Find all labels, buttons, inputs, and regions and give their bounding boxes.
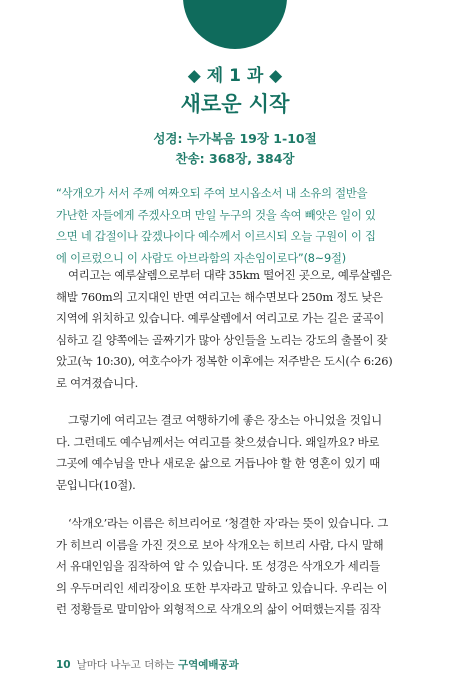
scripture-quote (56, 183, 414, 269)
page-number: 10 (56, 659, 71, 671)
paragraph-line: 지역에 위치하고 있습니다. 예루살렘에서 여리고로 가는 길은 굴곡이 (56, 311, 385, 325)
body-paragraph-3 (56, 513, 414, 621)
paragraph-line: 가 히브리 이름을 가진 것으로 보아 삭개오는 히브리 사람, 다시 말해 (56, 537, 384, 552)
paragraph-line: 그렇기에 여리고는 결코 여행하기에 좋은 장소는 아니었을 것입니 (68, 413, 382, 427)
paragraph-line: 았고(눅 10:30), 여호수아가 정복한 이후에는 저주받은 도시(수 6:26) (56, 354, 393, 368)
paragraph-line: 그곳에 예수님을 만나 새로운 삶으로 거듭나야 할 한 영혼이 있기 때 (56, 456, 381, 470)
book-prefix: 날마다 나누고 더하는 (76, 659, 175, 671)
quote-line: 가난한 자들에게 주겠사오며 만일 누구의 것을 속여 빼앗은 일이 있 (56, 208, 376, 222)
book-title: 구역예배공과 (177, 659, 239, 671)
quote-line: 에 이르렀으니 이 사람도 아브라함의 자손임이로다”(8~9절) (56, 251, 346, 265)
paragraph-line: 서 유대인임을 짐작하여 알 수 있습니다. 또 성경은 삭개오가 세리들 (56, 559, 381, 573)
paragraph-line: 문입니다(10절). (56, 477, 136, 492)
paragraph-line: 런 정황들로 말미암아 외형적으로 삭개오의 삶이 어떠했는지를 짐작 (56, 602, 381, 616)
paragraph-line: 의 우두머리인 세리장이요 또한 부자라고 말하고 있습니다. 우리는 이 (56, 580, 388, 595)
paragraph-line: 여리고는 예루살렘으로부터 대략 35km 떨어진 곳으로, 예루살렘은 (68, 268, 392, 282)
paragraph-line: 로 여겨졌습니다. (56, 375, 139, 390)
paragraph-line: 심하고 길 양쪽에는 골짜기가 많아 상인들을 노리는 강도의 출몰이 잦 (56, 332, 388, 347)
hymn-reference: 찬송: 368장, 384장 (175, 151, 295, 166)
lesson-label: ◆ 제 1 과 ◆ (187, 66, 283, 86)
paragraph-line: ‘삭개오’라는 이름은 히브리어로 ‘청결한 자’라는 뜻이 있습니다. 그 (68, 516, 389, 530)
header-decoration-circle (183, 0, 287, 49)
quote-line: “삭개오가 서서 주께 여짜오되 주여 보시옵소서 내 소유의 절반을 (56, 187, 368, 200)
body-paragraph-1 (56, 265, 414, 394)
scripture-reference: 성경: 누가복음 19장 1-10절 (153, 131, 317, 146)
paragraph-line: 해발 760m의 고지대인 반면 여리고는 해수면보다 250m 정도 낮은 (56, 289, 383, 304)
quote-line: 으면 네 갑절이나 갚겠나이다 예수께서 이르시되 오늘 구원이 이 집 (56, 230, 376, 243)
paragraph-line: 다. 그런데도 예수님께서는 여리고를 찾으셨습니다. 왜일까요? 바로 (56, 434, 380, 449)
lesson-title: 새로운 시작 (180, 92, 290, 116)
body-paragraph-2 (56, 410, 414, 496)
page-footer (56, 657, 239, 672)
